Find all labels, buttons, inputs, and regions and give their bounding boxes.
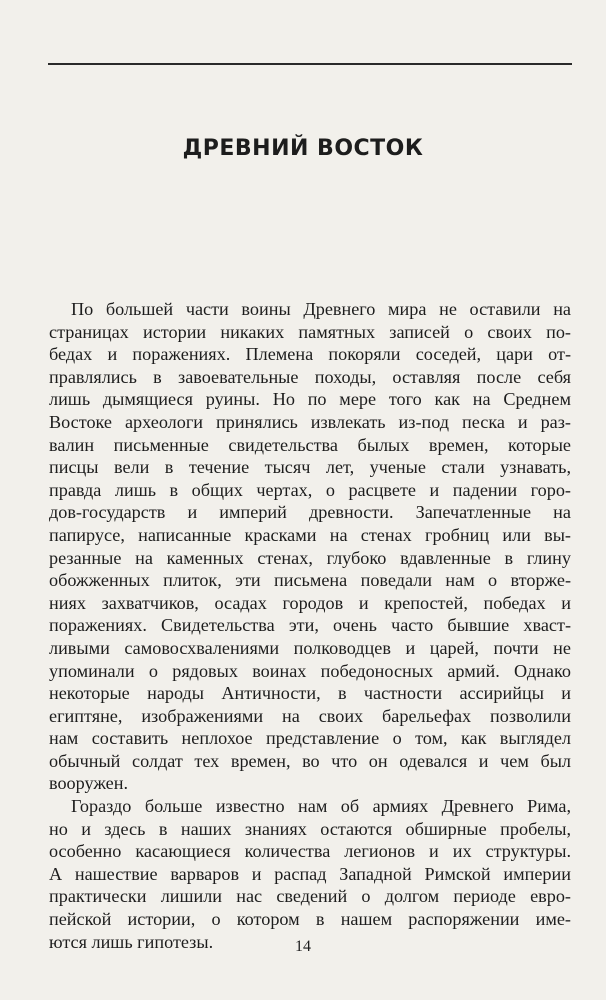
paragraph-1-line: поражениях. Свидетельства эти, очень часто бывшие хваст- xyxy=(49,615,571,636)
paragraph-2-line: особенно касающиеся количества легионов и их структуры. xyxy=(49,841,571,862)
paragraph-1-line: папирусе, написанные красками на стенах гробниц или вы- xyxy=(49,524,571,545)
paragraph-1-line: ливыми самовосхвалениями полководцев и царей, почти не xyxy=(49,637,571,658)
top-rule xyxy=(48,63,572,65)
paragraph-1-line: лишь дымящиеся руины. Но по мере того как на Среднем xyxy=(49,389,571,410)
paragraph-1-line: резанные на каменных стенах, глубоко вдавленные в глину xyxy=(49,547,571,568)
paragraph-1-line: Востоке археологи принялись извлекать из-под песка и раз- xyxy=(49,411,571,432)
paragraph-1-line: ниях захватчиков, осадах городов и крепостей, победах и xyxy=(49,592,571,613)
paragraph-1-line: бедах и поражениях. Племена покоряли соседей, цари от- xyxy=(49,344,571,365)
paragraph-1-line: страницах истории никаких памятных записей о своих по- xyxy=(49,321,571,342)
page-number: 14 xyxy=(295,938,311,955)
chapter-title: ДРЕВНИЙ ВОСТОК xyxy=(182,136,424,161)
body-text xyxy=(49,298,571,953)
paragraph-1-line: обожженных плиток, эти письмена поведали нам о вторже- xyxy=(49,570,571,591)
paragraph-1-line: дов-государств и империй древности. Запечатленные на xyxy=(49,502,571,523)
paragraph-2-line: практически лишили нас сведений о долгом периоде евро- xyxy=(49,886,571,907)
paragraph-1-line: обычный солдат тех времен, во что он одевался и чем был xyxy=(49,750,571,771)
paragraph-1-line: валин письменные свидетельства былых времен, которые xyxy=(49,434,571,455)
paragraph-1-line: правлялись в завоевательные походы, оставляя после себя xyxy=(49,366,571,387)
paragraph-2-line: но и здесь в наших знаниях остаются обширные пробелы, xyxy=(49,818,571,839)
paragraph-1-line: египтяне, изображениями на своих барельефах позволили xyxy=(49,705,571,726)
paragraph-1-line: правда лишь в общих чертах, о расцвете и падении горо- xyxy=(49,479,571,500)
paragraph-1-line: вооружен. xyxy=(49,773,129,794)
paragraph-1-line: По большей части воины Древнего мира не оставили на xyxy=(71,299,571,319)
paragraph-2-line: ются лишь гипотезы. xyxy=(49,931,214,952)
paragraph-1-line: нам составить неплохое представление о том, как выглядел xyxy=(49,728,571,749)
paragraph-1-line: писцы вели в течение тысяч лет, ученые стали узнавать, xyxy=(49,457,571,478)
paragraph-2-line: А нашествие варваров и распад Западной Римской империи xyxy=(49,863,571,884)
paragraph-1-line: упоминали о рядовых воинах победоносных армий. Однако xyxy=(49,660,571,681)
paragraph-1-line: некоторые народы Античности, в частности ассирийцы и xyxy=(49,683,571,704)
paragraph-2-line: пейской истории, о котором в нашем распоряжении име- xyxy=(49,909,571,930)
paragraph-2-line: Гораздо больше известно нам об армиях Древнего Рима, xyxy=(71,796,571,817)
